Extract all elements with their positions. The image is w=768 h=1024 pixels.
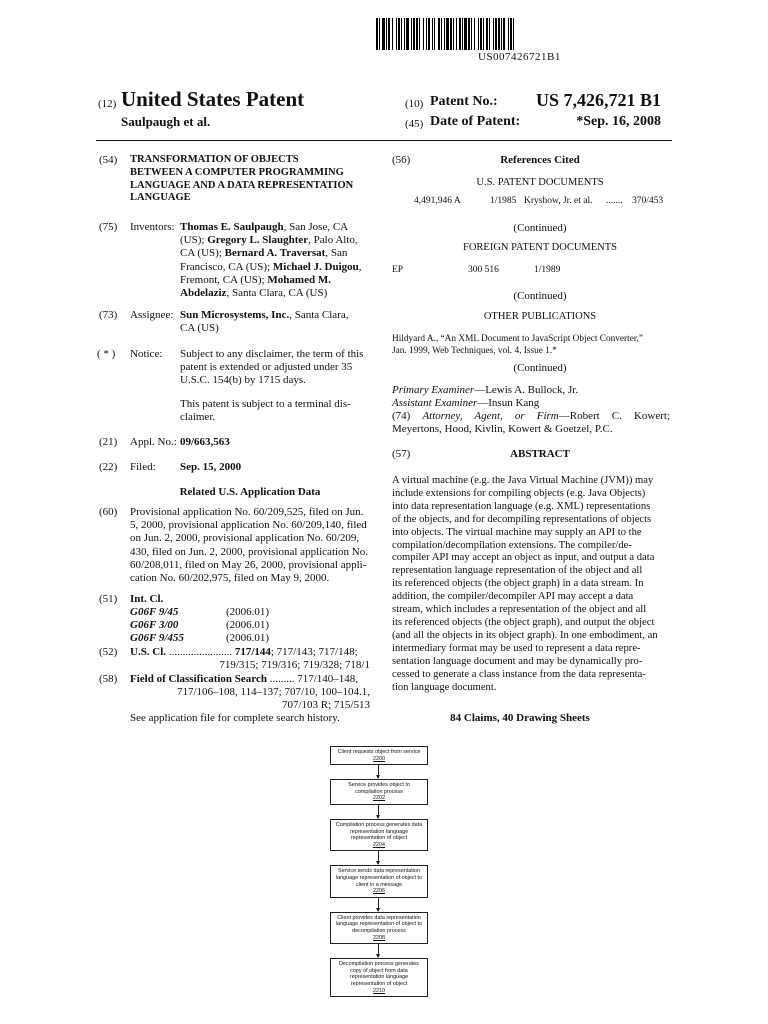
field-value-1: 717/140–148, [297,673,359,685]
barcode-number: US007426721B1 [478,51,561,63]
notice-text [180,348,370,388]
abstract-line: into data representation language (e.g. XML) representations [392,500,651,512]
abstract-line: stream, which includes a representation of the object and all [392,604,647,616]
us-doc-date: 1/1985 [490,196,517,206]
abstract-line: its referenced objects (the object graph), and output the object [392,616,655,628]
flowchart-step [330,865,428,897]
date-of-patent: *Sep. 16, 2008 [576,114,661,129]
header-divider [96,140,672,141]
flowchart-step-ref: 2202 [373,795,385,802]
title-line: LANGUAGE [130,192,191,204]
flowchart-step-text: decompilation process [352,927,406,934]
flowchart-step-ref: 2208 [373,934,385,941]
abstract-line: A virtual machine (e.g. the Java Virtual Machine (JVM)) may [392,475,654,486]
assignee-name [180,309,370,335]
field-line-3: 707/103 R; 715/513 [281,699,370,711]
flowchart-arrow [378,765,379,778]
inventor-line [180,247,370,260]
assignee-line-part: Sun Microsystems, Inc. [180,309,290,321]
us-doc-class: 370/453 [632,196,664,206]
inventor-line-part: , Palo Alto, [308,234,358,247]
field-label: Field of Classification Search [130,673,267,685]
flowchart-step-ref: 2204 [373,841,385,848]
flowchart-step-ref: 2206 [373,888,385,895]
flowchart-step-text: Client requests object from service [337,749,421,755]
flowchart-step-text: Service provides object to [348,782,410,789]
assistant-examiner [392,397,672,410]
inventors-list [180,221,370,300]
inventor-line-part: Thomas E. Saulpaugh [180,221,284,233]
abstract-line: addition, the compiler/decompiler API may accept a data [392,591,634,603]
abstract-line: its referenced objects (the object graph) in a data stream. In [392,578,644,590]
assistant-examiner-label: Assistant Examiner [392,397,478,409]
assignee-line-part: , Santa Clara, [289,309,349,321]
continued-foreign-docs: (Continued) [513,290,567,302]
abstract-heading: ABSTRACT [510,448,570,460]
assignee-code: (73) [99,309,118,321]
provisional-line: on Jun. 2, 2000, provisional application No. 60/209, [130,532,360,545]
flowchart-arrow [378,805,379,818]
other-pub-line: Hildyard A., “An XML Document to JavaScript Object Converter,” [392,334,644,344]
title-line: LANGUAGE AND A DATA REPRESENTATION [130,179,354,191]
flowchart-step-text: representation language [349,974,409,981]
foreign-doc-country: EP [392,265,404,275]
foreign-docs-heading: FOREIGN PATENT DOCUMENTS [462,242,618,253]
flowchart-step-text: representation language [349,828,409,835]
inventor-line [180,274,370,287]
provisional-line: 60/208,011, filed on May 26, 2000, provisional appli- [130,558,367,571]
barcode [376,18,662,50]
flowchart-step [330,958,428,997]
related-heading: Related U.S. Application Data [179,486,321,498]
attorney-label: Attorney, Agent, or Firm [422,410,559,422]
abstract-line: into objects. The virtual machine may supply an API to the [392,526,642,538]
assignee-line [180,322,370,335]
title-line: BETWEEN A COMPUTER PROGRAMMING [130,166,344,178]
provisional-line: 5, 2000, provisional application No. 60/209,140, filed [130,519,367,532]
intcl-version: (2006.01) [226,632,270,645]
provisional-code: (60) [99,506,118,518]
intcl-label: Int. Cl. [130,593,164,605]
inventor-line-part: , Santa Clara, CA (US) [226,287,328,300]
flowchart-step [330,779,428,805]
uscl-code: (52) [99,646,118,658]
claims-and-sheets: 84 Claims, 40 Drawing Sheets [450,712,590,724]
flowchart-step [330,819,428,851]
continued-other-pubs: (Continued) [513,362,567,374]
flowchart-step-text: Service sends data representation [338,868,420,875]
abstract-line: compilation/decompilation extensions. The compiler/de- [392,539,632,551]
inventor-line-part: Gregory L. Slaughter [207,234,309,247]
intcl-row [130,619,330,632]
flowchart-step-text: Compilation process generates data [335,822,423,828]
field-dots: ......... [269,673,295,685]
field-line-2: 717/106–108, 114–137; 707/10, 100–104.1, [176,686,370,698]
primary-examiner-name: —Lewis A. Bullock, Jr. [474,384,579,396]
inventor-line [180,234,370,247]
abstract-line: include extensions for compiling objects (e.g. Java Objects) [392,487,646,499]
flowchart-step-text: representation of object [350,835,408,842]
field-code: (58) [99,673,118,685]
abstract-line: of the objects, and for decompiling representations of objects [392,513,652,525]
abstract-line: cessed to generate a class instance from the data representa- [392,668,646,680]
inventor-line-part: (US); [180,234,208,247]
authors: Saulpaugh et al. [121,114,211,129]
other-pubs-heading: OTHER PUBLICATIONS [483,311,597,322]
notice-line: Subject to any disclaimer, the term of this [180,348,364,360]
provisional-applications [130,506,370,585]
attorney-code: (74) [392,410,411,422]
intcl-code: (51) [99,593,118,605]
inventor-line-part: Francisco, CA (US); [180,260,273,273]
inventor-line [180,287,370,300]
appl-code: (21) [99,436,118,448]
terminal-line: This patent is subject to a terminal dis- [180,398,351,410]
flowchart-arrow [378,851,379,864]
flowchart-step-text: Decompilation process generates [338,961,419,968]
uscl-line-1 [130,646,372,659]
continued-us-docs: (Continued) [513,222,567,234]
uscl-line-2: 719/315; 719/316; 719/328; 718/1 [219,659,370,671]
filed-label: Filed: [130,461,156,473]
title-code: (54) [99,154,118,166]
inventor-line-part: , San [325,247,348,260]
uscl-rest: ; 717/143; 717/148; [270,646,358,658]
flowchart-step-text: language representation of object to [335,874,422,881]
assignee-line-part: CA (US) [180,322,219,335]
abstract-line: sentation language document and may be dynamically pro- [392,655,643,667]
terminal-disclaimer [180,398,370,424]
refs-heading: References Cited [500,154,580,166]
patent-no-code: (10) [405,98,424,110]
other-pub-line: Jan. 1999, Web Techniques, vol. 4, Issue 1.* [392,345,557,356]
flowchart-step-text: representation of object [350,980,408,987]
flowchart-step-text: client in a message [355,881,403,888]
us-doc-inventor: Kryshow, Jr. et al. [524,196,593,206]
abstract-line: intermediary format may be used to represent a data repre- [392,642,641,654]
flowchart-step-ref: 2210 [373,987,385,994]
uscl-primary: 717/144 [234,646,271,658]
inventor-line-part: Abdelaziz [180,287,227,300]
refs-code: (56) [392,154,411,166]
document-type: United States Patent [121,87,305,111]
abstract-line: compiler API may accept an object as input, and output a data [392,552,655,564]
field-line-1 [130,673,372,686]
intcl-class: G06F 9/455 [130,632,184,645]
notice-code: ( * ) [97,348,116,360]
inventor-line [180,221,370,234]
flowchart-arrow [378,898,379,911]
other-publication [392,334,672,357]
assignee-label: Assignee: [130,309,174,321]
notice-line: patent is extended or adjusted under 35 [180,361,353,374]
attorney-name: —Robert C. Kowert; [558,410,671,422]
flowchart-step-text: language representation of object to [335,921,422,928]
flowchart-step-text: compilation process [355,788,403,795]
flowchart-step [330,912,428,944]
us-docs-heading: U.S. PATENT DOCUMENTS [476,177,604,188]
abstract-text [392,475,668,694]
flowchart-step-ref: 2200 [373,755,385,762]
appl-number: 09/663,563 [180,436,230,448]
terminal-line: claimer. [180,411,216,424]
intcl-version: (2006.01) [226,606,270,618]
date-code: (45) [405,118,424,130]
intcl-class: G06F 3/00 [130,619,179,632]
filed-date: Sep. 15, 2000 [180,461,242,473]
doc-code: (12) [98,98,117,110]
flowchart-step-text: copy of object from data [350,967,408,974]
title-block [130,154,380,205]
primary-examiner [392,384,672,397]
inventor-line-part: , San Jose, CA [283,221,349,233]
inventors-label: Inventors: [130,221,175,233]
inventor-line-part: , [358,260,362,273]
provisional-line: Provisional application No. 60/209,525, filed on Jun. [130,506,364,518]
uscl-label: U.S. Cl. [130,646,167,658]
patent-number: US 7,426,721 B1 [535,90,661,110]
assignee-line [180,309,370,322]
inventor-line-part: CA (US); [180,247,225,260]
intcl-row [130,632,330,645]
notice-label: Notice: [130,348,163,360]
foreign-doc-number: 300 516 [468,265,499,275]
inventors-code: (75) [99,221,118,233]
barcode-bar [514,18,516,50]
us-doc-number: 4,491,946 A [414,196,461,206]
provisional-line: cation No. 60/202,975, filed on May 9, 2000. [130,572,330,585]
flowchart-step-text: Client provides data representation [337,914,421,921]
notice-line: U.S.C. 154(b) by 1715 days. [180,374,306,387]
uscl-dots: ....................... [168,646,233,658]
abstract-line: tion language document. [392,681,497,693]
intcl-row [130,606,330,619]
attorney-line-2: Meyertons, Hood, Kivlin, Kowert & Goetzel, P.C. [392,423,613,435]
filed-code: (22) [99,461,118,473]
intcl-table [130,606,330,646]
flowchart-arrow [378,944,379,957]
abstract-line: representation language representation of the object and all [392,565,643,577]
inventor-line-part: Fremont, CA (US); [180,273,268,286]
title-line: TRANSFORMATION OF OBJECTS [130,154,299,165]
inventor-line-part: Michael J. Duigou [272,260,359,273]
field-see-note: See application file for complete search history. [130,712,340,724]
inventor-line-part: Mohamed M. [267,273,331,286]
patent-no-label: Patent No.: [430,94,498,109]
foreign-doc-date: 1/1989 [534,265,561,275]
provisional-line: 430, filed on Jun. 2, 2000, provisional application No. [130,545,368,558]
flowchart-step [330,746,428,765]
representative-flowchart [330,746,428,994]
attorney-line-1 [392,410,670,423]
date-label: Date of Patent: [430,114,521,129]
appl-label: Appl. No.: [130,436,177,448]
primary-examiner-label: Primary Examiner [392,384,475,396]
abstract-code: (57) [392,448,411,460]
intcl-version: (2006.01) [226,619,270,632]
us-doc-dots: ....... [606,196,623,206]
inventor-line [180,261,370,274]
inventor-line-part: Bernard A. Traversat [224,247,326,260]
assistant-examiner-name: —Insun Kang [477,397,540,409]
intcl-class: G06F 9/45 [130,606,179,618]
abstract-line: (and all the objects in its object graph). In one embodiment, an [392,629,658,641]
